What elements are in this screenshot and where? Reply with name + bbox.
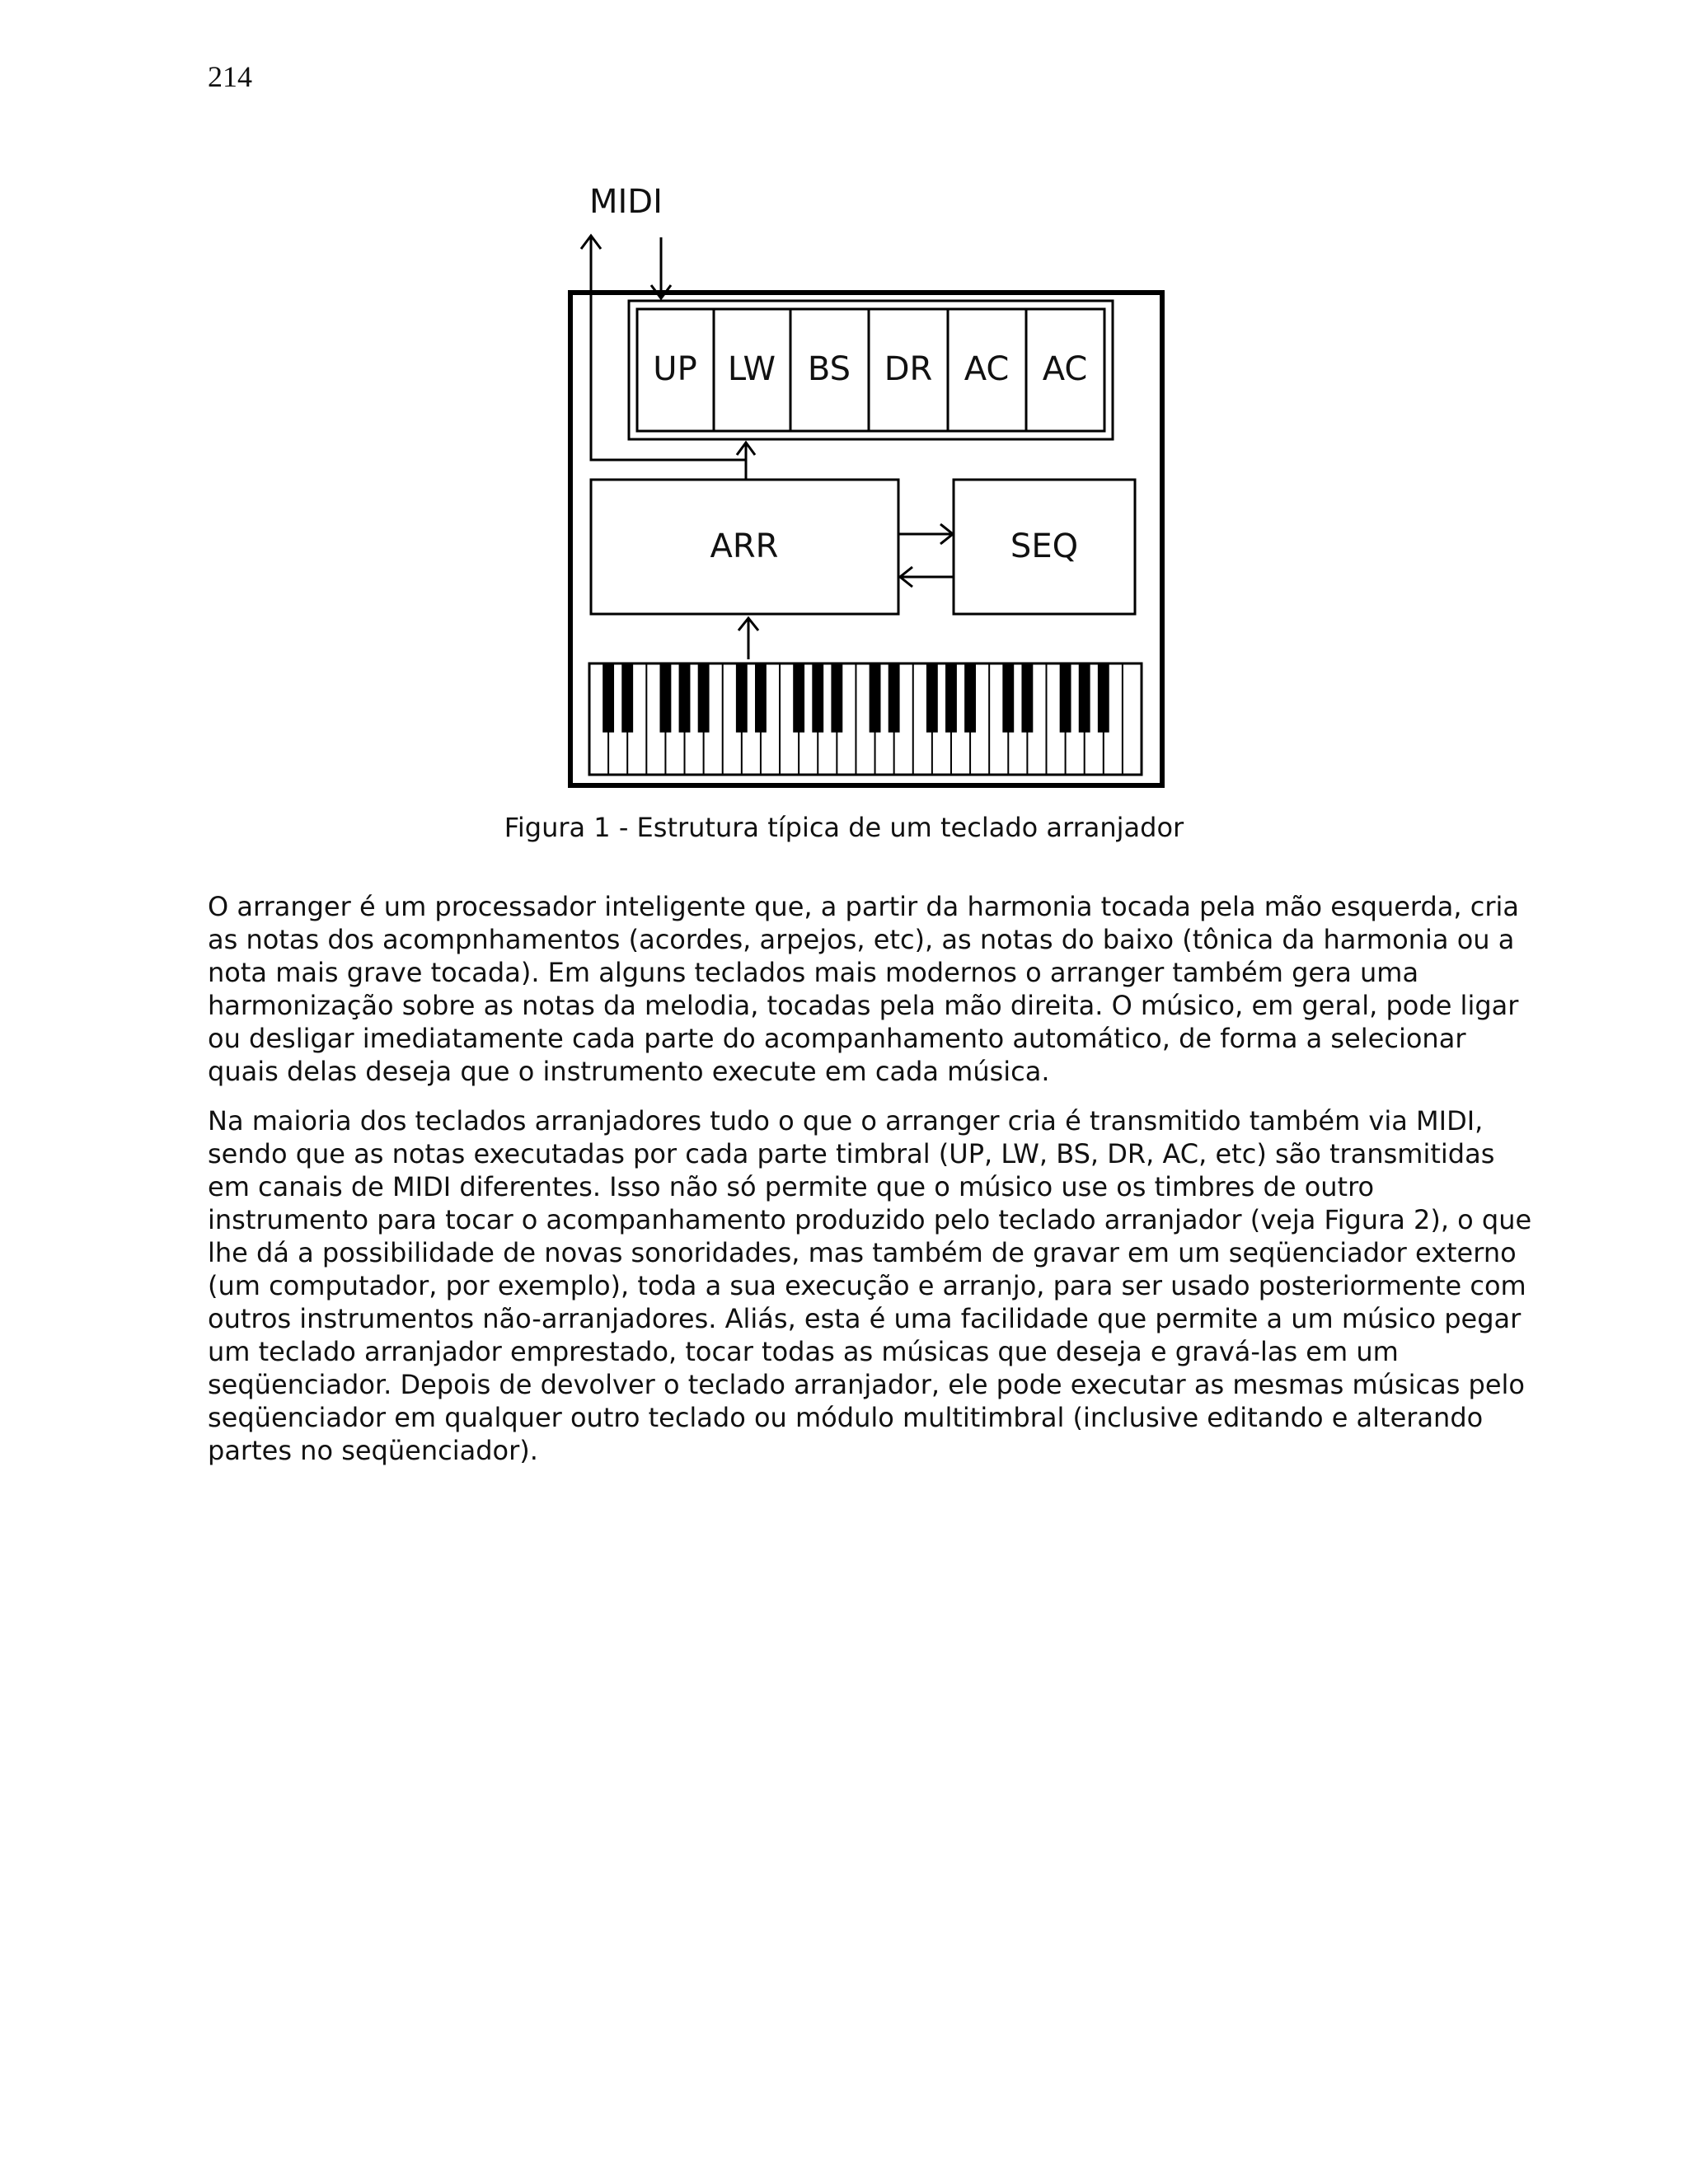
black-key	[831, 663, 842, 733]
body-text	[208, 890, 1535, 1483]
paragraph: O arranger é um processador inteligente que, a partir da harmonia tocada pela mão esquerda, cria as notas dos acompnhamentos (acordes, arpejos, etc), as notas do baixo (tônica da harmonia ou a nota mais grave tocada). Em alguns teclados mais modernos o arranger também gera uma harmonização sobre as notas da melodia, tocadas pela mão direita. O músico, em geral, pode ligar ou desligar imediatamente cada parte do acompanhamento automático, de forma a selecionar quais delas deseja que o instrumento execute em cada música.	[208, 891, 1519, 1087]
arr-label: ARR	[710, 527, 779, 565]
paragraph: Na maioria dos teclados arranjadores tudo o que o arranger cria é transmitido também via MIDI, sendo que as notas executadas por cada parte timbral (UP, LW, BS, DR, AC, etc) são transmitidas em canais de MIDI diferentes. Isso não só permite que o músico use os timbres de outro instrumento para tocar o acompanhamento produzido pelo teclado arranjador (veja Figura 2), o que lhe dá a possibilidade de novas sonoridades, mas também de gravar em um seqüenciador externo (um computador, por exemplo), toda a sua execução e arranjo, para ser usado posteriormente com outros instrumentos não-arranjadores. Aliás, esta é uma facilidade que permite a um músico pegar um teclado arranjador emprestado, tocar todas as músicas que deseja e gravá-las em um seqüenciador. Depois de devolver o teclado arranjador, ele pode executar as mesmas músicas pelo seqüenciador em qualquer outro teclado ou módulo multitimbral (inclusive editando e alterando partes no seqüenciador).	[208, 1105, 1532, 1466]
part-label-ac-2: AC	[1042, 350, 1088, 388]
part-label-bs: BS	[807, 350, 851, 388]
black-key	[603, 663, 614, 733]
black-key	[870, 663, 881, 733]
black-key	[621, 663, 633, 733]
piano-outline	[589, 663, 1142, 775]
black-key	[1079, 663, 1090, 733]
piano-keyboard	[589, 663, 1142, 775]
arr-to-display-arrow	[737, 443, 755, 460]
parts-display-outer	[629, 301, 1113, 439]
seq-label: SEQ	[1010, 527, 1079, 565]
part-label-ac-1: AC	[964, 350, 1010, 388]
arranger-diagram	[560, 173, 1187, 808]
black-key	[736, 663, 748, 733]
black-key	[679, 663, 691, 733]
black-key	[659, 663, 671, 733]
part-label-up: UP	[653, 350, 697, 388]
parts-labels	[653, 350, 1087, 388]
black-key	[945, 663, 957, 733]
black-key	[964, 663, 976, 733]
figure-caption: Figura 1 - Estrutura típica de um teclado arranjador	[504, 812, 1184, 843]
black-key	[1021, 663, 1033, 733]
midi-label: MIDI	[589, 183, 663, 221]
part-label-lw: LW	[727, 350, 776, 388]
black-key	[812, 663, 823, 733]
page-number: 214	[208, 60, 252, 93]
black-key	[755, 663, 767, 733]
arr-to-seq-arrow	[898, 524, 953, 544]
black-key	[889, 663, 900, 733]
black-key	[698, 663, 710, 733]
black-key	[1060, 663, 1071, 733]
black-key	[1002, 663, 1014, 733]
midi-in-arrow	[651, 237, 671, 298]
seq-to-arr-arrow	[900, 567, 954, 587]
keys-to-arr-arrow	[738, 618, 758, 659]
black-key	[793, 663, 804, 733]
parts-display-inner	[637, 309, 1104, 431]
arranger-diagram-svg	[560, 173, 1187, 808]
black-key	[1098, 663, 1109, 733]
black-key	[926, 663, 938, 733]
part-label-dr: DR	[884, 350, 933, 388]
